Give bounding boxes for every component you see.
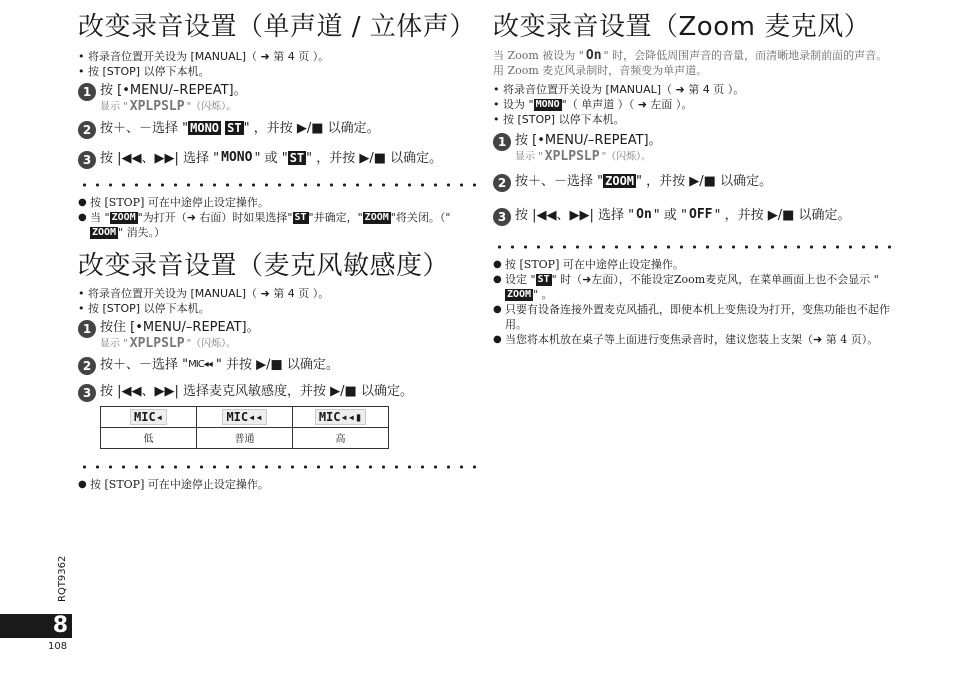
step-3: [78, 150, 476, 168]
lcd-mono: MONO: [535, 99, 560, 110]
note: [493, 257, 893, 272]
step-text: 按＋、－选择 ": [100, 357, 189, 373]
bullet-marker: ●: [78, 196, 87, 208]
mic-low-icon: MIC◂: [130, 409, 167, 425]
dotted-divider: [78, 183, 476, 187]
note-text: 当您将本机放在桌子等上面进行变焦录音时，建议您装上支架（➜ 第 4 页）。: [505, 332, 879, 346]
note-text: "为打开（➜ 右面）时如果选择": [137, 210, 293, 224]
note: [78, 210, 476, 240]
note: [78, 477, 476, 492]
intro-text: 当 Zoom 被设为 ": [493, 49, 584, 62]
step-text: 按 [•MENU/–REPEAT]。: [100, 83, 247, 98]
lcd-st: ST: [289, 151, 305, 165]
lcd-xplpslp: XPLPSLP: [129, 335, 185, 351]
step-2: [493, 173, 893, 191]
step-text: " 并按 ▶/■ 以确定。: [211, 357, 339, 373]
lcd-st: ST: [227, 121, 242, 135]
intro-paragraph: [493, 48, 893, 63]
step-3: [78, 383, 476, 401]
prereq-item: • 按 [STOP] 以停下本机。: [78, 64, 476, 79]
lcd-zoom: ZOOM: [92, 226, 117, 238]
table-cell: [101, 406, 197, 427]
step-number-badge: 1: [493, 133, 511, 151]
step-number-badge: 1: [78, 83, 96, 101]
table-cell: 普通: [197, 427, 293, 448]
display-hint: [78, 337, 476, 352]
bullet-marker: ●: [493, 273, 502, 285]
lcd-off: OFF: [689, 207, 713, 222]
step-number-badge: 2: [493, 174, 511, 192]
table-cell: [197, 406, 293, 427]
mic-sensitivity-table: [100, 406, 389, 449]
page-number: 8: [52, 613, 68, 638]
step-text: 按 |◀◀、▶▶| 选择 ": [100, 150, 220, 166]
step-number-badge: 2: [78, 357, 96, 375]
step-text: 按住 [•MENU/–REPEAT]。: [100, 319, 260, 335]
bullet-marker: ●: [493, 333, 502, 345]
step-3: [493, 207, 893, 225]
step-text: 按 |◀◀、▶▶| 选择 ": [515, 207, 635, 223]
prereq-item: [493, 97, 893, 112]
note: [493, 332, 893, 347]
step-2: [78, 356, 476, 375]
hint-post: "（闪烁）。: [186, 101, 237, 113]
dotted-divider: [493, 245, 893, 249]
prereq-item: • 将录音位置开关设为 [MANUAL]（ ➜ 第 4 页 ）。: [493, 82, 893, 97]
note-text: 当 ": [90, 210, 110, 224]
step-text: " ，并按 ▶/■ 以确定。: [714, 207, 851, 223]
prereq-item: • 将录音位置开关设为 [MANUAL]（ ➜ 第 4 页 ）。: [78, 286, 476, 301]
lcd-zoom: ZOOM: [364, 211, 389, 223]
prereq-list-mono-stereo: [78, 49, 476, 79]
bullet-marker: ●: [493, 303, 502, 315]
hint-pre: 显示 ": [515, 151, 543, 163]
table-row: [101, 427, 389, 448]
model-code: RQT9362: [57, 555, 68, 602]
page-number-tab: [0, 614, 72, 638]
hint-pre: 显示 ": [100, 338, 128, 349]
lcd-st: ST: [537, 273, 550, 285]
hint-post: "（闪烁）。: [186, 338, 237, 349]
note-text: " 。: [533, 287, 553, 301]
step-1: [78, 82, 476, 100]
note-text: 按 [STOP] 可在中途停止设定操作。: [90, 195, 269, 209]
note: [493, 272, 893, 302]
intro-text: " 时，会降低周围声音的音量，而清晰地录制前面的声音。: [603, 49, 888, 62]
mic-level-icon: MIC◂◂: [188, 359, 212, 370]
step-1: [78, 319, 476, 337]
note-text: " 消失。）: [118, 225, 166, 239]
bullet-marker: ●: [78, 211, 87, 223]
step-text: " 或 ": [254, 150, 288, 166]
lcd-xplpslp: XPLPSLP: [544, 149, 600, 164]
step-text: " ，并按 ▶/■ 以确定。: [636, 173, 773, 189]
step-text: 按＋、－选择 ": [515, 173, 604, 189]
table-cell: 低: [101, 427, 197, 448]
hint-post: "（闪烁）。: [601, 151, 652, 163]
sub-page-number: 108: [48, 641, 68, 652]
step-number-badge: 3: [493, 208, 511, 226]
step-text: 按 [•MENU/–REPEAT]。: [515, 133, 662, 148]
lcd-on: On: [636, 207, 652, 222]
prereq-text: 设为 ": [503, 98, 534, 111]
step-text: " ，并按 ▶/■ 以确定。: [306, 150, 443, 166]
table-cell: 高: [293, 427, 389, 448]
mic-normal-icon: MIC◂◂: [222, 409, 266, 425]
step-text: " 或 ": [653, 207, 688, 223]
step-number-badge: 1: [78, 320, 96, 338]
note-text: "将关闭。（": [390, 210, 451, 224]
note-text: 按 [STOP] 可在中途停止设定操作。: [505, 257, 684, 271]
step-1: [493, 132, 893, 150]
right-column: [493, 0, 893, 347]
lcd-zoom: ZOOM: [507, 288, 532, 300]
step-text: 按 |◀◀、▶▶| 选择麦克风敏感度，并按 ▶/■ 以确定。: [100, 383, 413, 399]
bullet-marker: ●: [78, 478, 87, 490]
section-title-mic-sensitivity: 改变录音设置（麦克风敏感度）: [78, 250, 450, 281]
note-text: 只要有设备连接外置麦克风插孔，即使本机上变焦设为打开，变焦功能也不起作用。: [505, 302, 890, 331]
display-hint: [78, 100, 476, 115]
lcd-xplpslp: XPLPSLP: [129, 99, 185, 114]
lcd-on: On: [585, 48, 602, 63]
section-title-mono-stereo: 改变录音设置（单声道 / 立体声）: [78, 12, 476, 42]
table-row: [101, 406, 389, 427]
prereq-item: • 将录音位置开关设为 [MANUAL]（ ➜ 第 4 页 ）。: [78, 49, 476, 64]
display-hint: [493, 150, 893, 165]
note-text: 按 [STOP] 可在中途停止设定操作。: [90, 477, 269, 491]
mic-high-icon: MIC◂◂▮: [315, 409, 366, 425]
dotted-divider: [78, 465, 476, 469]
section-title-zoom-mic: 改变录音设置（Zoom 麦克风）: [493, 12, 871, 42]
step-text: " ，并按 ▶/■ 以确定。: [243, 120, 380, 136]
prereq-text: "（ 单声道 ）（ ➜ 左面 ）。: [561, 98, 693, 111]
lcd-st: ST: [294, 211, 307, 223]
step-number-badge: 3: [78, 384, 96, 402]
note: [493, 302, 893, 332]
step-number-badge: 3: [78, 151, 96, 169]
left-column: [78, 0, 476, 492]
prereq-list-zoom: [493, 82, 893, 127]
hint-pre: 显示 ": [100, 101, 128, 113]
note-text: "并确定，": [308, 210, 363, 224]
lcd-zoom: ZOOM: [111, 211, 136, 223]
table-cell: [293, 406, 389, 427]
note: [78, 195, 476, 210]
lcd-zoom: ZOOM: [605, 174, 635, 188]
note-text: 设定 ": [505, 272, 536, 286]
step-text: 按＋、－选择 ": [100, 120, 189, 136]
bullet-marker: ●: [493, 258, 502, 270]
lcd-mono: MONO: [190, 121, 220, 135]
step-number-badge: 2: [78, 121, 96, 139]
intro-paragraph: 用 Zoom 麦克风录制时，音频变为单声道。: [493, 64, 708, 77]
lcd-mono: MONO: [221, 150, 253, 165]
prereq-item: • 按 [STOP] 以停下本机。: [493, 112, 893, 127]
step-2: [78, 120, 476, 138]
note-text: " 时（➜左面），不能设定Zoom麦克风，在菜单画面上也不会显示 ": [551, 272, 879, 286]
prereq-item: • 按 [STOP] 以停下本机。: [78, 301, 476, 316]
prereq-list-mic: [78, 286, 476, 316]
